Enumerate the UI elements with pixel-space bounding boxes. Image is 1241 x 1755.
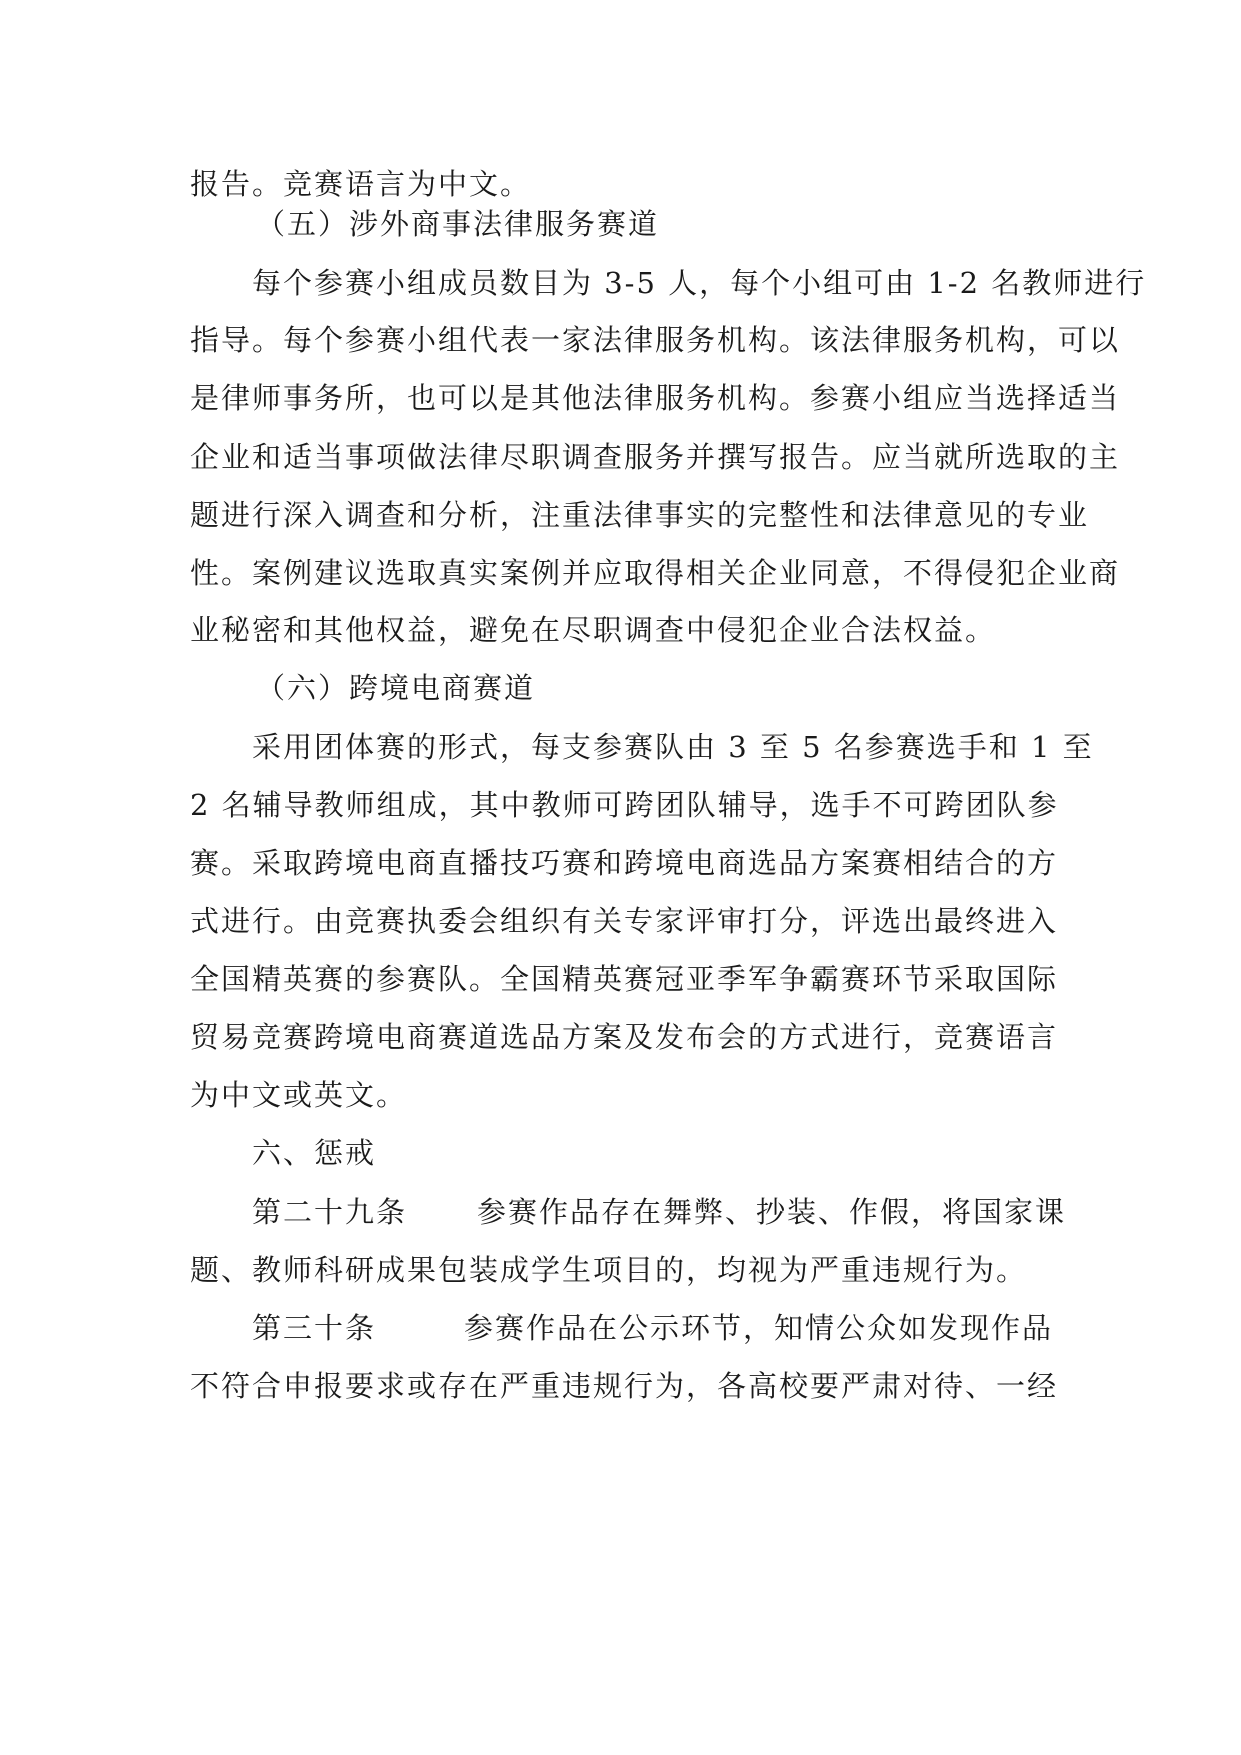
text-line: 报告。竞赛语言为中文。 bbox=[190, 167, 532, 201]
text-line: 企业和适当事项做法律尽职调查服务并撰写报告。应当就所选取的主 bbox=[190, 440, 1121, 474]
text-line: 为中文或英文。 bbox=[190, 1078, 408, 1112]
article-line bbox=[252, 1308, 1053, 1348]
text-line: 不符合申报要求或存在严重违规行为，各高校要严肃对待、一经 bbox=[190, 1369, 1059, 1403]
section-heading: （五）涉外商事法律服务赛道 bbox=[256, 207, 660, 241]
text-line: 指导。每个参赛小组代表一家法律服务机构。该法律服务机构，可以 bbox=[190, 323, 1121, 357]
section-heading: （六）跨境电商赛道 bbox=[256, 671, 536, 705]
article-line bbox=[252, 1192, 1066, 1232]
text-line: 是律师事务所，也可以是其他法律服务机构。参赛小组应当选择适当 bbox=[190, 381, 1121, 415]
text-line: 全国精英赛的参赛队。全国精英赛冠亚季军争霸赛环节采取国际 bbox=[190, 962, 1059, 996]
text-line: 赛。采取跨境电商直播技巧赛和跨境电商选品方案赛相结合的方 bbox=[190, 846, 1059, 880]
article-text: 参赛作品存在舞弊、抄装、作假，将国家课 bbox=[477, 1195, 1067, 1229]
text-line: 每个参赛小组成员数目为 3-5 人，每个小组可由 1-2 名教师进行 bbox=[252, 266, 1147, 300]
text-line: 2 名辅导教师组成，其中教师可跨团队辅导，选手不可跨团队参 bbox=[190, 788, 1059, 822]
text-line: 采用团体赛的形式，每支参赛队由 3 至 5 名参赛选手和 1 至 bbox=[252, 730, 1094, 764]
text-line: 贸易竞赛跨境电商赛道选品方案及发布会的方式进行，竞赛语言 bbox=[190, 1020, 1059, 1054]
text-line: 题、教师科研成果包装成学生项目的，均视为严重违规行为。 bbox=[190, 1253, 1028, 1287]
article-number: 第二十九条 bbox=[252, 1195, 408, 1229]
text-line: 式进行。由竞赛执委会组织有关专家评审打分，评选出最终进入 bbox=[190, 904, 1059, 938]
text-line: 性。案例建议选取真实案例并应取得相关企业同意，不得侵犯企业商 bbox=[190, 556, 1121, 590]
article-text: 参赛作品在公示环节，知情公众如发现作品 bbox=[464, 1311, 1054, 1345]
text-line: 题进行深入调查和分析，注重法律事实的完整性和法律意见的专业 bbox=[190, 498, 1090, 532]
chapter-heading: 六、惩戒 bbox=[252, 1136, 377, 1170]
text-line: 业秘密和其他权益，避免在尽职调查中侵犯企业合法权益。 bbox=[190, 613, 997, 647]
article-number: 第三十条 bbox=[252, 1311, 377, 1345]
